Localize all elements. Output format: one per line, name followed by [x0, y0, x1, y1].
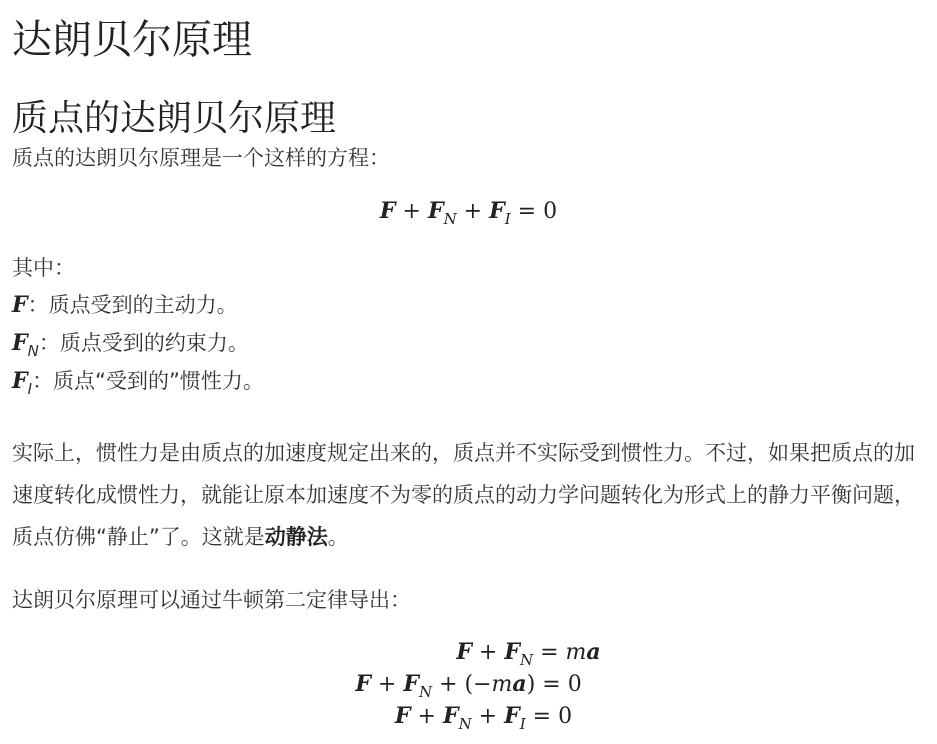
definition-item-active-force [12, 286, 264, 324]
definition-item-constraint-force [12, 324, 264, 362]
paragraph-text: 实际上，惯性力是由质点的加速度规定出来的，质点并不实际受到惯性力。不过，如果把质点的加速度转化成惯性力，就能让原本加速度不为零的质点的动力学问题转化为形式上的静力平衡问题，质点仿佛“静止”了。这就是 [12, 441, 915, 549]
derivation-intro: 达朗贝尔原理可以通过牛顿第二定律导出： [12, 588, 411, 612]
definition-symbol: F [12, 292, 28, 318]
definition-item-inertial-force [12, 362, 264, 400]
explanation-paragraph [12, 432, 927, 558]
bold-term: 动静法 [264, 525, 328, 549]
where-label: 其中： [12, 256, 75, 280]
definition-subscript: I [27, 380, 33, 398]
main-equation: $F + F_N + F_I = 0$ [379, 198, 558, 228]
definition-symbol: F [12, 368, 28, 394]
equation-line-1: $F + F_N$ = ma [456, 639, 601, 669]
section-title: 质点的达朗贝尔原理 [12, 98, 337, 139]
derivation-equations [0, 636, 937, 732]
intro-text: 质点的达朗贝尔原理是一个这样的方程： [12, 146, 390, 170]
definition-subscript: N [27, 342, 39, 360]
definition-text: ：质点受到的主动力。 [27, 293, 238, 317]
page-title: 达朗贝尔原理 [12, 17, 252, 63]
equation-line-2: $F + F_N + (-ma) = 0$ [355, 671, 582, 701]
definition-list [12, 286, 264, 400]
definition-symbol: F [12, 330, 28, 356]
definition-text: ：质点受到的约束力。 [38, 331, 249, 355]
paragraph-end: 。 [327, 525, 349, 549]
equation-line-3: $F + F_N + F_I = 0$ [394, 703, 573, 733]
definition-text: ：质点“受到的”惯性力。 [32, 369, 264, 393]
